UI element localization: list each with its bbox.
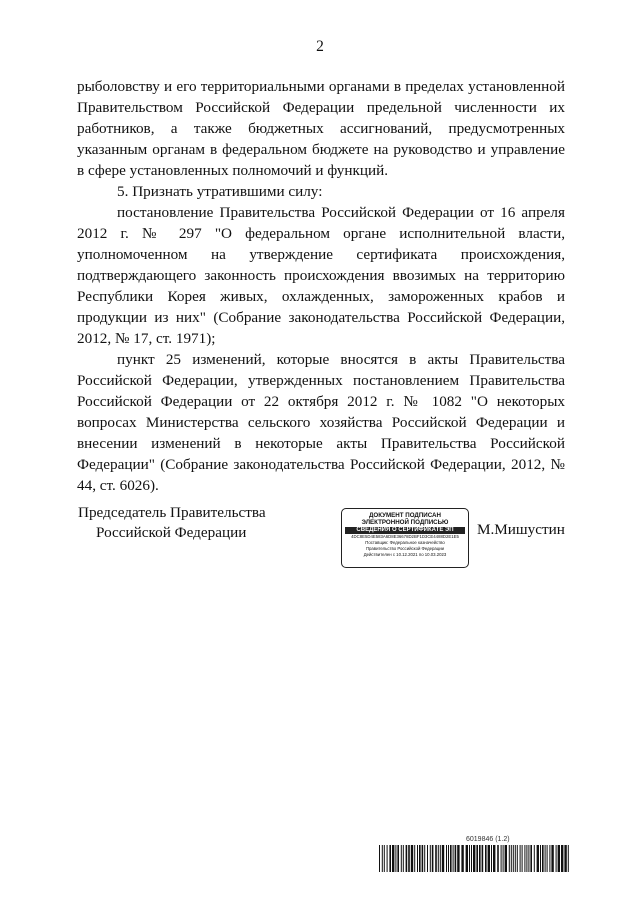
electronic-signature-stamp	[341, 508, 469, 568]
paragraph-item-5: 5. Признать утратившими силу:	[117, 183, 323, 200]
stamp-issuer: Поставщик: Федеральное казначейство	[365, 540, 445, 545]
stamp-validity: Действителен с 10.12.2021 по 10.03.2023	[363, 552, 447, 557]
signatory-title-line2: Российской Федерации	[96, 524, 247, 541]
document-body	[77, 76, 565, 496]
paragraph-resolution-297: постановление Правительства Российской Федерации от 16 апреля 2012 г. № 297 "О федеральном органе исполнительной власти, уполномоченном на утверждение сертификата происхождения, подтверждающего законность происхождения ввозимых на территорию Республики Корея живых, охлажденных, замороженных крабов и продукции из них" (Собрание законодательства Российской Федерации, 2012, № 17, ст. 1971);	[77, 204, 565, 347]
stamp-owner: Правительство Российской Федерации	[365, 546, 445, 551]
page-number: 2	[316, 38, 324, 55]
barcode-icon	[379, 845, 569, 872]
stamp-line1: ДОКУМЕНТ ПОДПИСАН	[369, 512, 441, 519]
paragraph-continuation: рыболовству и его территориальными органами в пределах установленной Правительством Российской Федерации предельной численности их работников, а также бюджетных ассигнований, предусмотренных указанным органам в федеральном бюджете на руководство и управление в сфере установленных полномочий и функций.	[77, 78, 565, 179]
paragraph-point-25: пункт 25 изменений, которые вносятся в акты Правительства Российской Федерации, утвержденных постановлением Правительства Российской Федерации от 22 октября 2012 г. № 1082 "О некоторых вопросах Министерства сельского хозяйства Российской Федерации и внесении изменений в некоторые акты Правительства Российской Федерации" (Собрание законодательства Российской Федерации, 2012, № 44, ст. 6026).	[77, 351, 565, 494]
stamp-line2: ЭЛЕКТРОННОЙ ПОДПИСЬЮ	[361, 519, 449, 526]
signatory-title	[78, 503, 266, 543]
stamp-certificate-number: 4DC8E5D4E583A6D8E36678D2BF1D3CE4488D2E1E5	[351, 534, 459, 539]
barcode-number: 6019846 (1.2)	[466, 836, 510, 843]
signatory-name: М.Мишустин	[477, 521, 565, 538]
signatory-title-line1: Председатель Правительства	[78, 504, 266, 521]
stamp-certificate-header: СВЕДЕНИЯ О СЕРТИФИКАТЕ ЭП	[345, 527, 465, 534]
